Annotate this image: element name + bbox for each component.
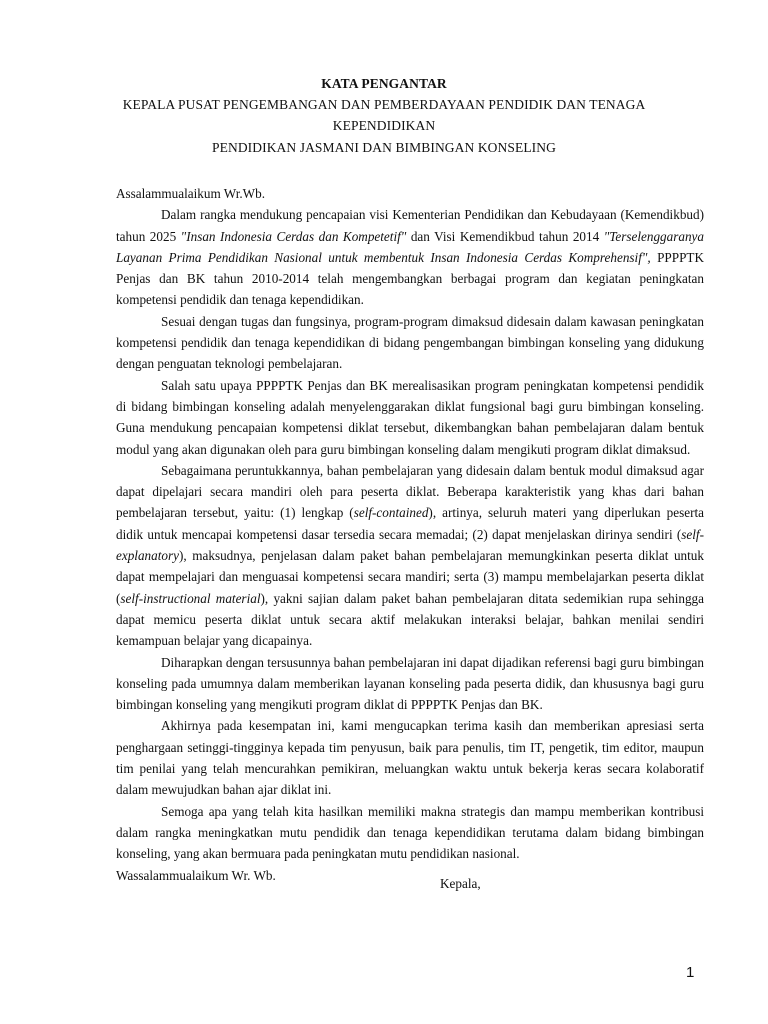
paragraph-6: Akhirnya pada kesempatan ini, kami mengucapkan terima kasih dan memberikan apresiasi serta penghargaan setinggi-tingginya kepada tim penyusun, baik para penulis, tim IT, pengetik, tim editor, maupun tim penilai yang telah mencurahkan pemikiran, meluangkan waktu untuk bekerja keras secara kolaboratif dalam mewujudkan bahan ajar diklat ini. xyxy=(116,718,704,798)
paragraph-4-part-e: ), maksudnya, penjelasan dalam paket bahan pembelajaran memungkinkan peserta diklat untuk dapat mempelajari dan menguasai kompetensi secara mandiri; serta (3) mampu membelajarkan peserta diklat ( xyxy=(116,548,704,606)
paragraph-1 xyxy=(116,204,704,310)
paragraph-1-quote-vision-2014: "Terselenggaranya Layanan Prima Pendidikan Nasional untuk membentuk Insan Indonesia Cerdas Komprehensif", xyxy=(116,228,704,265)
paragraph-3: Salah satu upaya PPPPTK Penjas dan BK merealisasikan program peningkatan kompetensi pendidik di bidang bimbingan konseling adalah menyelenggarakan diklat fungsional bagi guru bimbingan konseling. Guna mendukung pencapaian kompetensi diklat tersebut, dikembangkan bahan pembelajaran dalam bentuk modul yang akan digunakan oleh para guru bimbingan konseling dalam mengikuti program diklat dimaksud. xyxy=(116,377,704,457)
signature-title: Kepala, xyxy=(440,876,481,891)
paragraph-2: Sesuai dengan tugas dan fungsinya, program-program dimaksud didesain dalam kawasan peningkatan kompetensi pendidik dan tenaga kependidikan di bidang pengembangan bimbingan konseling yang didukung dengan penguatan teknologi pembelajaran. xyxy=(116,313,704,372)
page-number: 1 xyxy=(686,964,695,981)
subtitle-line-3: PENDIDIKAN JASMANI DAN BIMBINGAN KONSELING xyxy=(212,140,556,155)
subtitle-line-1: KEPALA PUSAT PENGEMBANGAN DAN PEMBERDAYAAN PENDIDIK DAN TENAGA xyxy=(122,97,646,112)
term-self-explanatory: self-explanatory xyxy=(116,526,704,564)
paragraph-7: Semoga apa yang telah kita hasilkan memiliki makna strategis dan mampu memberikan kontribusi dalam rangka meningkatkan mutu pendidik dan tenaga kependidikan terutama dalam bidang bimbingan konseling, yang akan bermuara pada peningkatan mutu pendidikan nasional. xyxy=(116,803,704,862)
paragraph-4-part-g: ), yakni sajian dalam paket bahan pembelajaran ditata sedemikian rupa sehingga dapat memicu peserta diklat untuk secara aktif melakukan interaksi belajar, bahkan menilai sendiri kemampuan belajar yang dicapainya. xyxy=(116,590,704,649)
closing-salutation: Wassalammualaikum Wr. Wb. xyxy=(116,867,276,883)
paragraph-4-part-c: ), artinya, seluruh materi yang diperlukan peserta didik untuk mencapai kompetensi dasar tersedia secara memadai; (2) dapat menjelaskan dirinya sendiri ( xyxy=(116,505,704,542)
paragraph-4 xyxy=(116,460,704,652)
paragraph-1-part-e: PPPPTK Penjas dan BK tahun 2010-2014 telah mengembangkan berbagai program dan kegiatan peningkatan kompetensi pendidik dan tenaga kependidikan. xyxy=(116,249,704,308)
paragraph-1-part-c: dan Visi Kemendikbud tahun 2014 xyxy=(406,228,604,244)
paragraph-5: Diharapkan dengan tersusunnya bahan pembelajaran ini dapat dijadikan referensi bagi guru bimbingan konseling pada umumnya dalam memberikan layanan konseling pada peserta didik, dan khususnya bagi guru bimbingan konseling yang mengikuti program diklat di PPPPTK Penjas dan BK. xyxy=(116,654,704,713)
greeting: Assalammualaikum Wr.Wb. xyxy=(116,186,266,201)
term-self-contained: self-contained xyxy=(353,505,429,521)
subtitle-line-2: KEPENDIDIKAN xyxy=(332,118,436,133)
paragraph-1-part-a: Dalam rangka mendukung pencapaian visi Kementerian Pendidikan dan Kebudayaan (Kemendikbud) tahun 2025 xyxy=(116,207,704,244)
paragraph-4-part-a: Sebagaimana peruntukkannya, bahan pembelajaran yang didesain dalam bentuk modul dimaksud agar dapat dipelajari secara mandiri oleh para peserta diklat. Beberapa karakteristik yang khas dari bahan pembelajaran tersebut, yaitu: (1) lengkap ( xyxy=(116,462,704,521)
term-self-instructional-material: self-instructional material xyxy=(120,590,261,606)
document-body xyxy=(116,183,704,886)
paragraph-1-quote-vision-2025: "Insan Indonesia Cerdas dan Kompetetif" xyxy=(180,228,407,244)
page-title: KATA PENGANTAR xyxy=(321,76,447,91)
